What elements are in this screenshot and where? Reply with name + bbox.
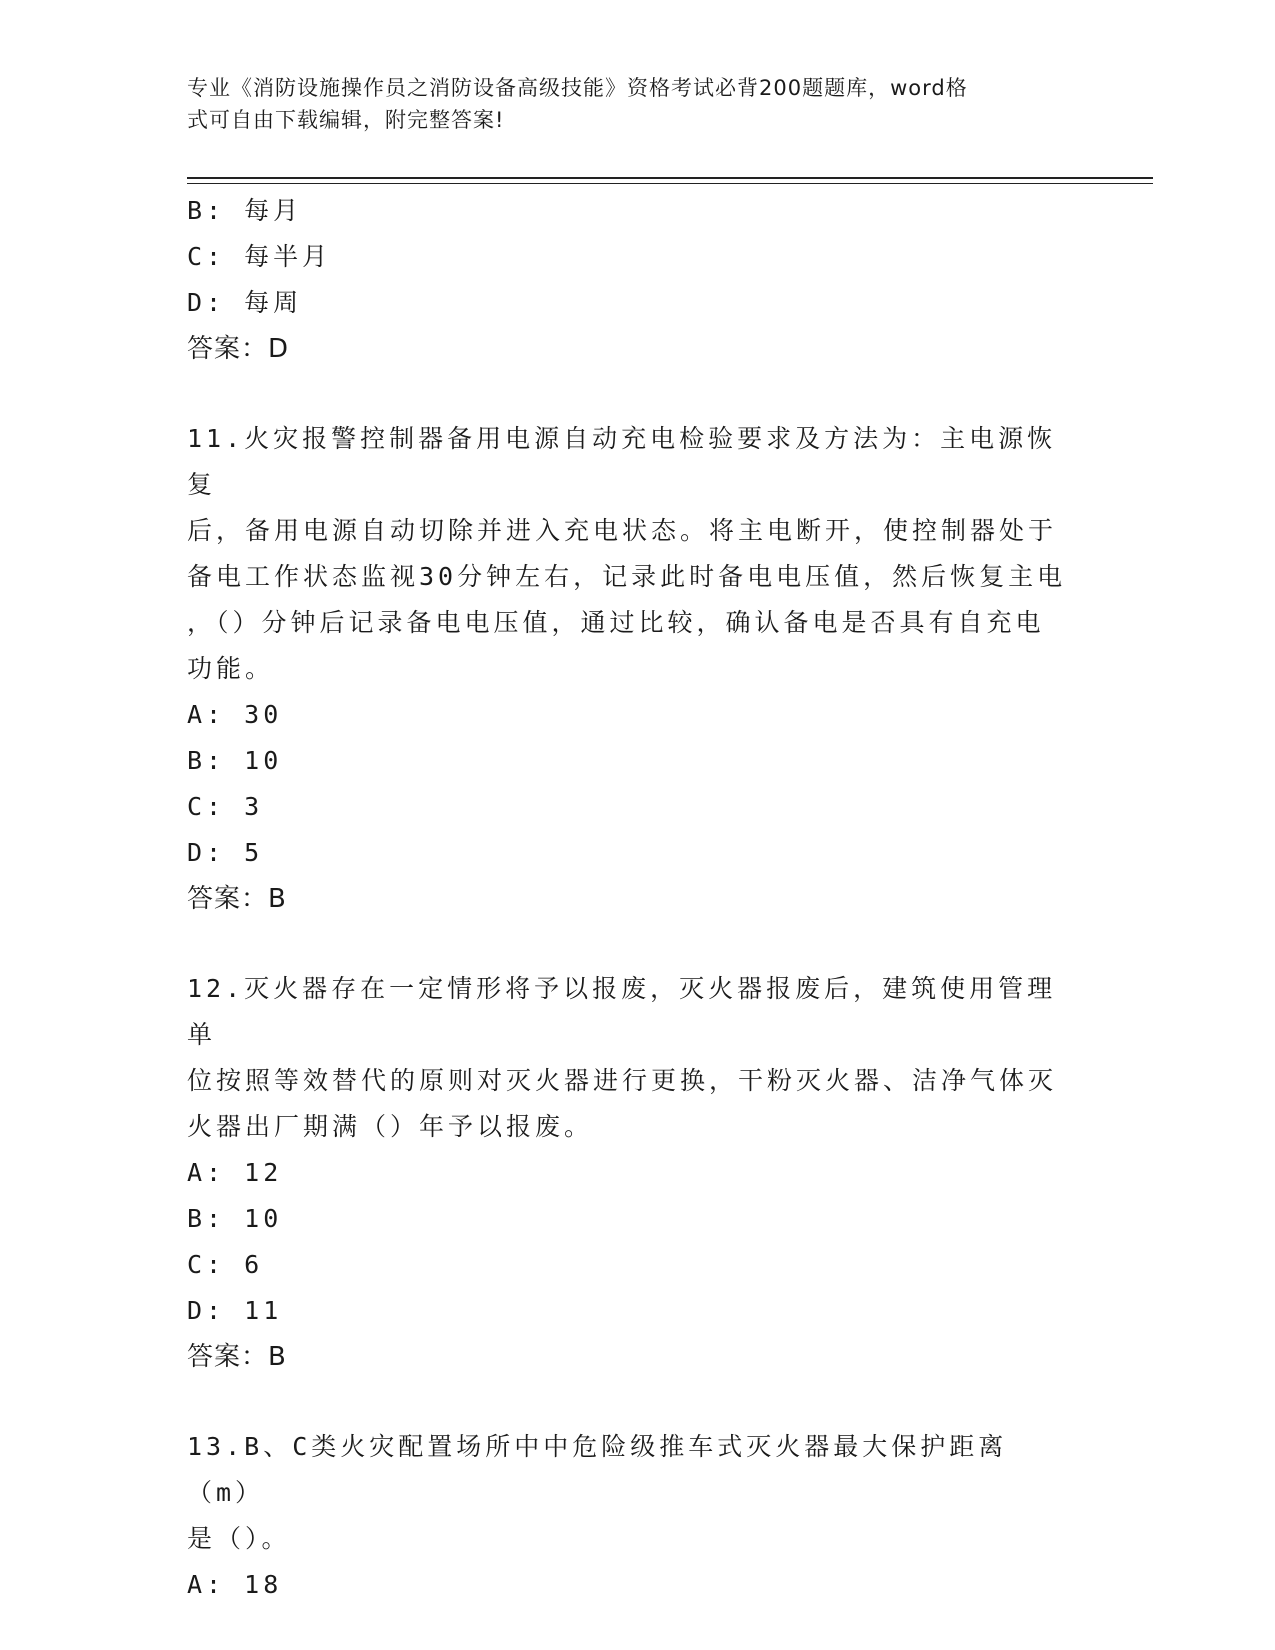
question-text: 13.B、C类火灾配置场所中中危险级推车式灭火器最大保护距离（m） 是（）。 xyxy=(187,1432,1008,1553)
header-divider-thick xyxy=(187,177,1153,179)
question-12 xyxy=(187,966,1087,1380)
document-header xyxy=(187,72,1067,136)
option-c: C: 6 xyxy=(187,1250,264,1279)
question-list xyxy=(187,188,1087,1608)
option-d: D: 每周 xyxy=(187,288,303,317)
option-c: C: 每半月 xyxy=(187,242,332,271)
option-a: A: 12 xyxy=(187,1158,283,1187)
option-b: B: 10 xyxy=(187,746,283,775)
question-text: 11.火灾报警控制器备用电源自动充电检验要求及方法为：主电源恢复 后，备用电源自动切除并进入充电状态。将主电断开，使控制器处于 备电工作状态监视30分钟左右，记录此时备电电压值，然后恢复主电 ，（）分钟后记录备电电压值，通过比较，确认备电是否具有自充电 功能。 xyxy=(187,424,1067,683)
option-b: B: 每月 xyxy=(187,196,303,225)
answer: 答案：B xyxy=(187,884,287,914)
question-11 xyxy=(187,416,1087,922)
question-13 xyxy=(187,1424,1087,1608)
answer: 答案：D xyxy=(187,334,290,364)
header-divider-thin xyxy=(187,183,1153,184)
question-10-continued xyxy=(187,188,1087,372)
answer: 答案：B xyxy=(187,1342,287,1372)
option-b: B: 10 xyxy=(187,1204,283,1233)
header-line-2: 式可自由下载编辑，附完整答案! xyxy=(187,108,505,132)
option-a: A: 18 xyxy=(187,1570,283,1599)
option-d: D: 11 xyxy=(187,1296,283,1325)
header-line-1: 专业《消防设施操作员之消防设备高级技能》资格考试必背200题题库，word格 xyxy=(187,76,968,100)
question-text: 12.灭火器存在一定情形将予以报废，灭火器报废后，建筑使用管理单 位按照等效替代的原则对灭火器进行更换，干粉灭火器、洁净气体灭 火器出厂期满（）年予以报废。 xyxy=(187,974,1058,1141)
option-a: A: 30 xyxy=(187,700,283,729)
option-c: C: 3 xyxy=(187,792,264,821)
option-d: D: 5 xyxy=(187,838,264,867)
